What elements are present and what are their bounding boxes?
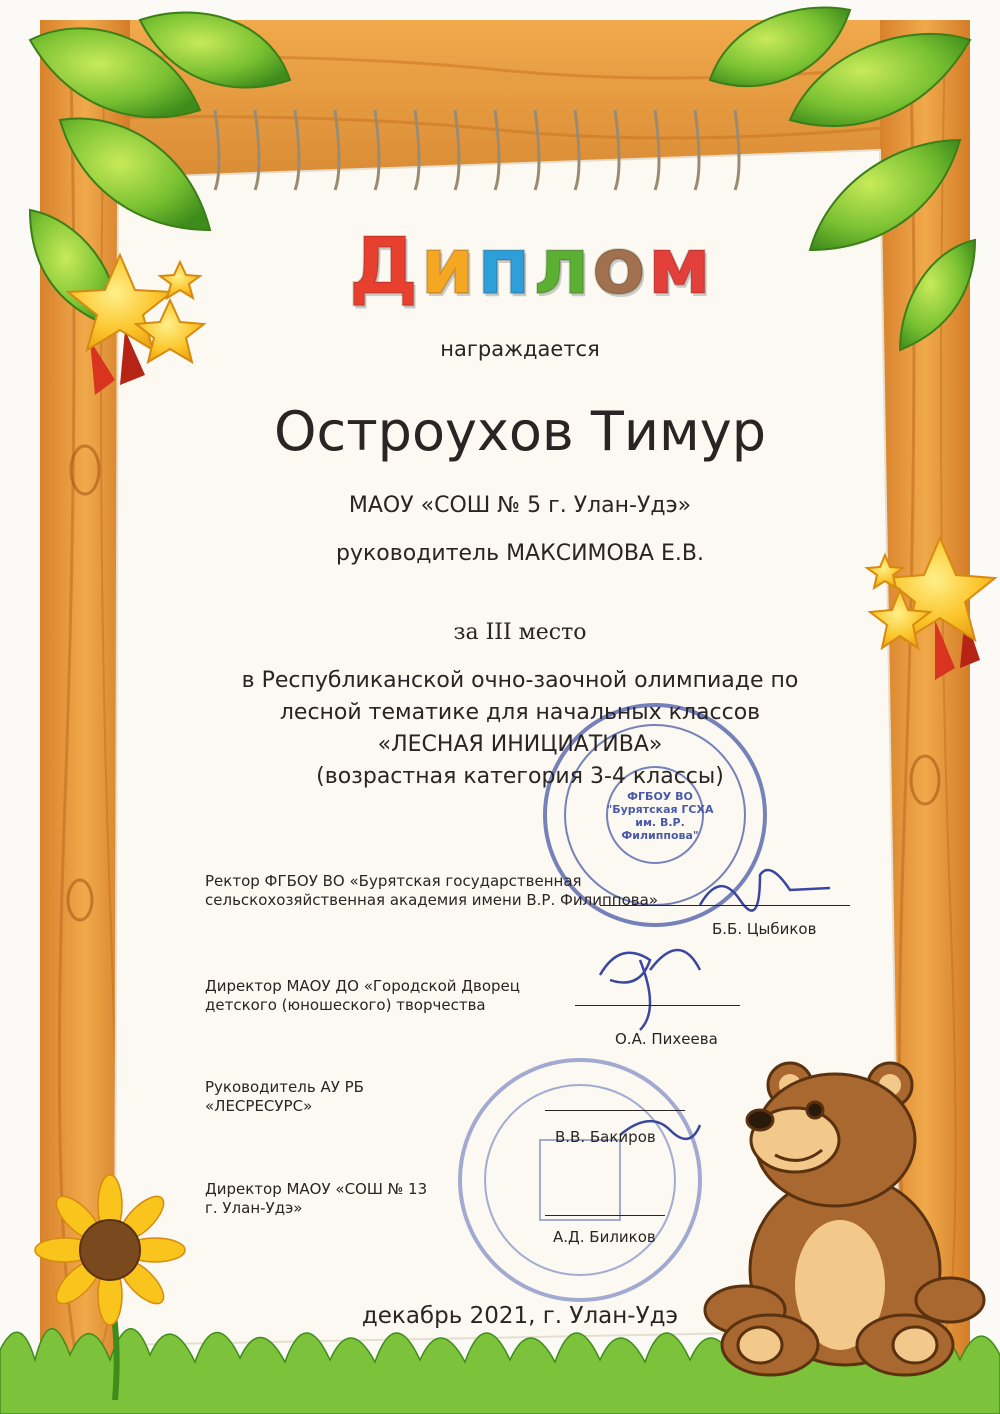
signatory-title-line: Директор МАОУ «СОШ № 13	[205, 1180, 428, 1198]
awarded-to-label: награждается	[440, 337, 600, 361]
signatory-name: В.В. Бакиров	[555, 1128, 656, 1146]
stamp-line: "Бурятская ГСХА	[606, 803, 714, 816]
signatory-title-line: Руководитель АУ РБ	[205, 1078, 364, 1096]
age-category: (возрастная категория 3-4 классы)	[316, 764, 724, 789]
signatory-title	[205, 977, 625, 1015]
date-place: декабрь 2021, г. Улан-Удэ	[361, 1303, 679, 1329]
signatory-title-line: детского (юношеского) творчества	[205, 996, 486, 1014]
signatory-title	[205, 1078, 505, 1116]
competition-name: «ЛЕСНАЯ ИНИЦИАТИВА»	[377, 732, 663, 757]
signatory-name: О.А. Пихеева	[615, 1030, 718, 1048]
signature-line	[575, 1005, 740, 1006]
signature-line	[545, 1215, 665, 1216]
signature-line	[600, 905, 850, 906]
recipient-name: Остроухов Тимур	[274, 400, 766, 463]
signatory-title-line: Директор МАОУ ДО «Городской Дворец	[205, 977, 520, 995]
title-letter: п	[476, 222, 531, 312]
supervisor: руководитель МАКСИМОВА Е.В.	[336, 541, 704, 566]
competition-line-1: в Республиканской очно-заочной олимпиаде по	[241, 668, 799, 693]
signatory-name: Б.Б. Цыбиков	[712, 920, 817, 938]
signatory-title	[205, 1180, 505, 1218]
stamp-line: ФГБОУ ВО	[627, 790, 693, 803]
signatory-title-line: г. Улан-Удэ»	[205, 1199, 303, 1217]
diploma-title	[340, 212, 720, 312]
signatory-title-line: Ректор ФГБОУ ВО «Бурятская государственная	[205, 872, 582, 890]
title-letter: о	[591, 222, 646, 312]
signatory-title-line: «ЛЕСРЕСУРС»	[205, 1097, 313, 1115]
title-letter: и	[420, 222, 475, 312]
competition-line-2: лесной тематике для начальных классов	[279, 700, 761, 725]
place-awarded: за III место	[453, 620, 587, 645]
title-letter: л	[532, 222, 590, 312]
stamp-text	[600, 790, 720, 842]
title-letter: Д	[348, 222, 419, 312]
school-name: МАОУ «СОШ № 5 г. Улан-Удэ»	[348, 493, 692, 518]
signature-line	[545, 1110, 685, 1111]
signatory-name: А.Д. Биликов	[553, 1228, 656, 1246]
signatory-title-line: сельскохозяйственная академия имени В.Р. Филиппова»	[205, 891, 658, 909]
title-letter: м	[647, 222, 712, 312]
stamp-line: им. В.Р. Филиппова"	[621, 816, 699, 842]
